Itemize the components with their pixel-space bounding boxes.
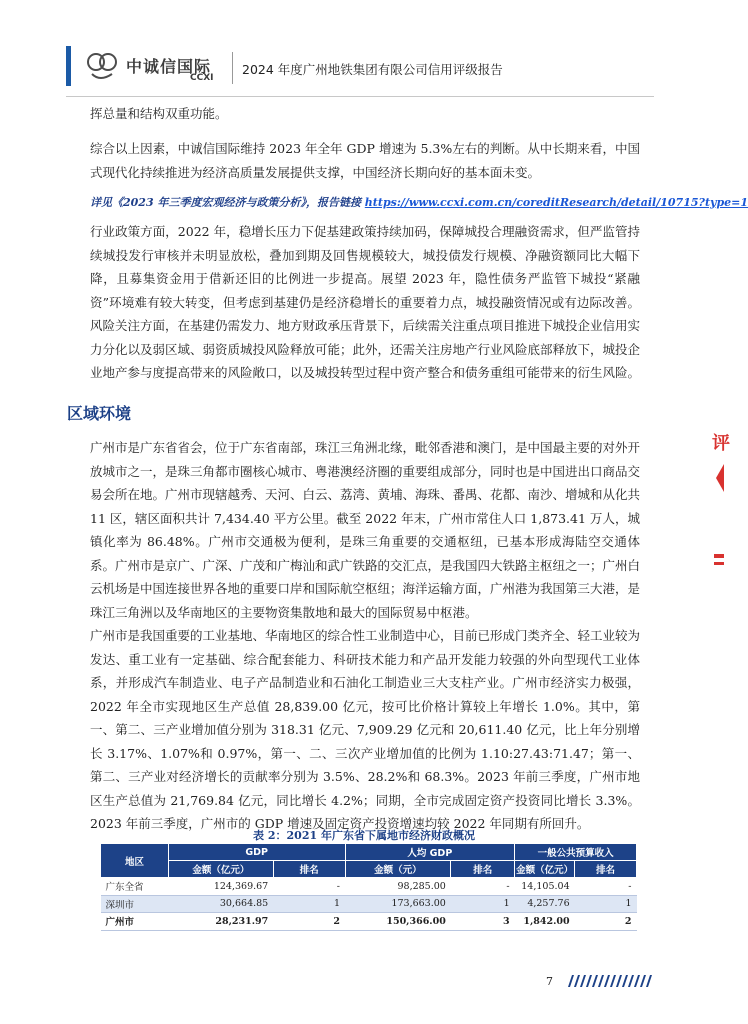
report-link-note [90,194,748,210]
side-tab-marks-icon [712,434,724,604]
cell-revenue: 14,105.04 [515,878,575,896]
header-group-budget-revenue: 一般公共预算收入 [515,844,637,861]
header-separator [232,52,233,84]
cell-region: 广州市 [101,913,169,931]
table-row [101,878,637,896]
cell-gdp: 124,369.67 [168,878,273,896]
cell-gdp-rank: 1 [273,895,345,913]
side-tab [712,433,730,604]
header-group-gdp: GDP [168,844,345,861]
side-tab-text: 评 [712,433,730,454]
header-accent-bar [66,46,71,86]
subheader-revenue-rank: 排名 [575,861,637,878]
cell-region: 广东全省 [101,878,169,896]
cell-gdp: 30,664.85 [168,895,273,913]
cell-gdppc-rank: 1 [451,895,515,913]
section-title-region: 区域环境 [67,404,132,423]
cell-revenue-rank: 2 [575,913,637,931]
cell-gdppc: 150,366.00 [345,913,451,931]
subheader-gdp-rank: 排名 [273,861,345,878]
header-group-gdp-per-capita: 人均 GDP [345,844,515,861]
subheader-gdppc-rank: 排名 [451,861,515,878]
paragraph-region-economy: 广州市是我国重要的工业基地、华南地区的综合性工业制造中心，目前已形成门类齐全、轻工业较为发达、重工业有一定基础、综合配套能力、科研技术能力和产品开发能力较强的外向型现代工业体系，并形成汽车制造业、电子产品制造业和石油化工制造业三大支柱产业。广州市经济实力极强，2022 年全市实现地区生产总值 28,839.00 亿元，按可比价格计算较上年增长 1.0%。其中，第一、第二、三产业增加值分别为 318.31 亿元、7,909.29 亿元和 20,611.40 亿元，比上年分别增长 3.17%、1.07%和 0.97%，第一、二、三次产业增加值的比例为 1.10:27.43:71.47；第一、第二、三产业对经济增长的贡献率分别为 3.5%、28.2%和 68.3%。2023 年前三季度，广州市地区生产总值为 21,769.84 亿元，同比增长 4.2%；同期，全市完成固定资产投资同比增长 3.3%。2023 年前三季度，广州市的 GDP 增速及固定资产投资增速均较 2022 年同期有所回升。 [90,628,641,831]
cell-revenue-rank: 1 [575,895,637,913]
footer-stripes-icon [562,975,654,987]
paragraph-region-overview: 广州市是广东省省会，位于广东省南部，珠江三角洲北缘，毗邻香港和澳门，是中国最主要的对外开放城市之一，是珠三角都市圈核心城市、粤港澳经济圈的重要组成部分，同时也是中国进出口商品交易会所在地。广州市现辖越秀、天河、白云、荔湾、黄埔、海珠、番禺、花都、南沙、增城和从化共 11 区，辖区面积共计 7,434.40 平方公里。截至 2022 年末，广州市常住人口 1,873.41 万人，城镇化率为 86.48%。广州市交通极为便利，是珠三角重要的交通枢纽，已基本形成海陆空交通体系。广州市是京广、广深、广茂和广梅汕和武广铁路的交汇点，是我国四大铁路主枢纽之一；广州白云机场是中国连接世界各地的重要口岸和国际航空枢纽；海洋运输方面，广州港为我国第三大港，是珠江三角洲以及华南地区的主要物资集散地和最大的国际贸易中枢港。 [90,440,641,620]
paragraph-continued: 挥总量和结构双重功能。 [90,106,228,121]
cell-gdppc-rank: - [451,878,515,896]
logo-cn-text: 中诚信国际 [126,57,212,76]
header-region: 地区 [101,844,169,878]
cell-gdp-rank: 2 [273,913,345,931]
cell-region: 深圳市 [101,895,169,913]
page-number: 7 [546,975,553,988]
table-title: 表 2：2021 年广东省下属地市经济财政概况 [253,829,475,842]
subheader-gdp-amount: 金额（亿元） [168,861,273,878]
cell-gdp-rank: - [273,878,345,896]
logo-en-text: CCXI [190,73,214,83]
paragraph-gdp-outlook: 综合以上因素，中诚信国际维持 2023 年全年 GDP 增速为 5.3%左右的判断。从中长期来看，中国式现代化持续推进为经济高质量发展提供支撑，中国经济长期向好的基本面未变。 [90,141,640,180]
table-row [101,913,637,931]
cell-gdp: 28,231.97 [168,913,273,931]
report-link-prefix: 详见《2023 年三季度宏观经济与政策分析》，报告链接 [90,196,365,209]
paragraph-industry-policy: 行业政策方面，2022 年，稳增长压力下促基建政策持续加码，保障城投合理融资需求，但严监管持续城投发行审核并未明显放松，叠加到期及回售规模较大，城投债发行规模、净融资额同比大幅下降，且募集资金用于借新还旧的比例进一步提高。展望 2023 年，隐性债务严监管下城投“紧融资”环境难有较大转变，但考虑到基建仍是经济稳增长的重要着力点，城投融资情况或有边际改善。风险关注方面，在基建仍需发力、地方财政承压背景下，后续需关注重点项目推进下城投企业信用实力分化以及弱区域、弱资质城投风险释放可能；此外，还需关注房地产行业风险底部释放下，城投企业地产参与度提高带来的风险敞口，以及城投转型过程中资产整合和债务重组可能带来的衍生风险。 [90,224,641,380]
cell-revenue: 4,257.76 [515,895,575,913]
cell-revenue: 1,842.00 [515,913,575,931]
subheader-gdppc-amount: 金额（元） [345,861,451,878]
header-rule [66,96,654,97]
economy-finance-table [100,843,637,931]
ccxi-logo [86,46,236,86]
table-row [101,895,637,913]
cell-revenue-rank: - [575,878,637,896]
cell-gdppc: 173,663.00 [345,895,451,913]
cell-gdppc-rank: 3 [451,913,515,931]
cell-gdppc: 98,285.00 [345,878,451,896]
report-link[interactable]: https://www.ccxi.com.cn/coreditResearch/detail/10715?type=1 [364,196,748,209]
report-title: 2024 年度广州地铁集团有限公司信用评级报告 [242,62,503,77]
subheader-revenue-amount: 金额（亿元） [515,861,575,878]
